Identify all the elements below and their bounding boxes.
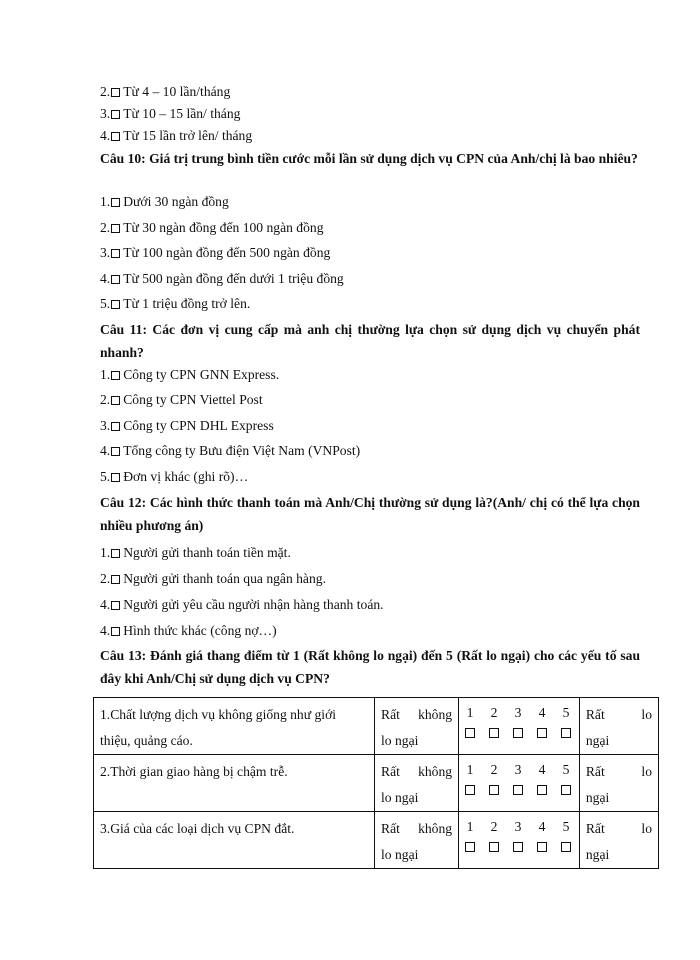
- scale-number: 4: [538, 705, 546, 720]
- checkbox[interactable]: [111, 473, 120, 482]
- rating-row-1: [94, 698, 659, 755]
- q9-option-4: 4. Từ 15 lần trở lên/ tháng: [100, 128, 253, 143]
- scale-number: 2: [490, 819, 498, 834]
- scale-number: 5: [562, 762, 570, 777]
- q10-option-4: 4. Từ 500 ngàn đồng đến dưới 1 triệu đồng: [100, 271, 344, 286]
- rating-item-text: 2.Thời gian giao hàng bị chậm trễ.: [94, 755, 375, 812]
- q12-option-2: 2. Người gửi thanh toán qua ngân hàng.: [100, 571, 326, 586]
- q11-option-3: 3. Công ty CPN DHL Express: [100, 418, 274, 433]
- scale-number: 4: [538, 819, 546, 834]
- q12-option-3: 4. Người gửi yêu cầu người nhận hàng thanh toán.: [100, 597, 384, 612]
- rating-scale: [459, 812, 580, 869]
- scale-number: 2: [490, 705, 498, 720]
- checkbox[interactable]: [111, 132, 120, 141]
- q10-option-2: 2. Từ 30 ngàn đồng đến 100 ngàn đồng: [100, 220, 324, 235]
- checkbox[interactable]: [111, 627, 120, 636]
- rating-table: [93, 697, 659, 869]
- q10-option-3: 3. Từ 100 ngàn đồng đến 500 ngàn đồng: [100, 245, 331, 260]
- high-label-cell: Rất lo ngại: [579, 755, 658, 812]
- checkbox[interactable]: [111, 300, 120, 309]
- rating-checkbox[interactable]: [561, 728, 571, 738]
- checkbox[interactable]: [111, 275, 120, 284]
- q12-option-4: 4. Hình thức khác (công nợ…): [100, 623, 277, 638]
- question-11-title: Câu 11: Các đơn vị cung cấp mà anh chị thường lựa chọn sử dụng dịch vụ chuyển phát nhanh?: [100, 322, 640, 360]
- rating-checkbox[interactable]: [465, 785, 475, 795]
- scale-number: 3: [514, 819, 522, 834]
- rating-checkbox[interactable]: [537, 842, 547, 852]
- rating-checkbox[interactable]: [489, 728, 499, 738]
- rating-checkbox[interactable]: [537, 785, 547, 795]
- rating-row-2: [94, 755, 659, 812]
- q11-option-5: 5. Đơn vị khác (ghi rõ)…: [100, 469, 249, 484]
- question-12-title: Câu 12: Các hình thức thanh toán mà Anh/Chị thường sử dụng là?(Anh/ chị có thể lựa chọn nhiều phương án): [100, 495, 640, 533]
- scale-number: 4: [538, 762, 546, 777]
- checkbox[interactable]: [111, 110, 120, 119]
- rating-checkbox[interactable]: [513, 728, 523, 738]
- checkbox[interactable]: [111, 198, 120, 207]
- high-label-cell: Rất lo ngại: [579, 812, 658, 869]
- q10-option-5: 5. Từ 1 triệu đồng trở lên.: [100, 296, 251, 311]
- q9-option-2: 2. Từ 4 – 10 lần/tháng: [100, 84, 231, 99]
- rating-item-text: 1.Chất lượng dịch vụ không giống như giới thiệu, quảng cáo.: [94, 698, 375, 755]
- rating-checkbox[interactable]: [513, 785, 523, 795]
- scale-number: 1: [466, 705, 474, 720]
- question-13-title: Câu 13: Đánh giá thang điểm từ 1 (Rất không lo ngại) đến 5 (Rất lo ngại) cho các yếu tố sau đây khi Anh/Chị sử dụng dịch vụ CPN?: [100, 648, 640, 686]
- low-label-cell: Rất không lo ngại: [375, 755, 459, 812]
- rating-checkbox[interactable]: [561, 785, 571, 795]
- rating-checkbox[interactable]: [513, 842, 523, 852]
- scale-number: 3: [514, 762, 522, 777]
- checkbox[interactable]: [111, 371, 120, 380]
- rating-row-3: [94, 812, 659, 869]
- scale-number: 2: [490, 762, 498, 777]
- scale-number: 3: [514, 705, 522, 720]
- rating-checkbox[interactable]: [489, 785, 499, 795]
- checkbox[interactable]: [111, 601, 120, 610]
- checkbox[interactable]: [111, 549, 120, 558]
- high-label-cell: Rất lo ngại: [579, 698, 658, 755]
- q12-option-1: 1. Người gửi thanh toán tiền mặt.: [100, 545, 291, 560]
- q10-option-1: 1. Dưới 30 ngàn đồng: [100, 194, 229, 209]
- question-10-title: Câu 10: Giá trị trung bình tiền cước mỗi lần sử dụng dịch vụ CPN của Anh/chị là bao nhiêu?: [100, 151, 638, 166]
- scale-number: 5: [562, 819, 570, 834]
- scale-number: 5: [562, 705, 570, 720]
- rating-scale: [459, 755, 580, 812]
- q11-option-1: 1. Công ty CPN GNN Express.: [100, 367, 280, 382]
- rating-checkbox[interactable]: [537, 728, 547, 738]
- rating-scale: [459, 698, 580, 755]
- q11-option-2: 2. Công ty CPN Viettel Post: [100, 392, 263, 407]
- rating-checkbox[interactable]: [489, 842, 499, 852]
- rating-checkbox[interactable]: [465, 842, 475, 852]
- rating-checkbox[interactable]: [465, 728, 475, 738]
- rating-checkbox[interactable]: [561, 842, 571, 852]
- checkbox[interactable]: [111, 447, 120, 456]
- scale-number: 1: [466, 819, 474, 834]
- scale-number: 1: [466, 762, 474, 777]
- q11-option-4: 4. Tổng công ty Bưu điện Việt Nam (VNPost): [100, 443, 361, 458]
- rating-item-text: 3.Giá của các loại dịch vụ CPN đắt.: [94, 812, 375, 869]
- low-label-cell: Rất không lo ngại: [375, 812, 459, 869]
- low-label-cell: Rất không lo ngại: [375, 698, 459, 755]
- q9-option-3: 3. Từ 10 – 15 lần/ tháng: [100, 106, 241, 121]
- checkbox[interactable]: [111, 422, 120, 431]
- checkbox[interactable]: [111, 224, 120, 233]
- checkbox[interactable]: [111, 396, 120, 405]
- checkbox[interactable]: [111, 575, 120, 584]
- checkbox[interactable]: [111, 88, 120, 97]
- checkbox[interactable]: [111, 249, 120, 258]
